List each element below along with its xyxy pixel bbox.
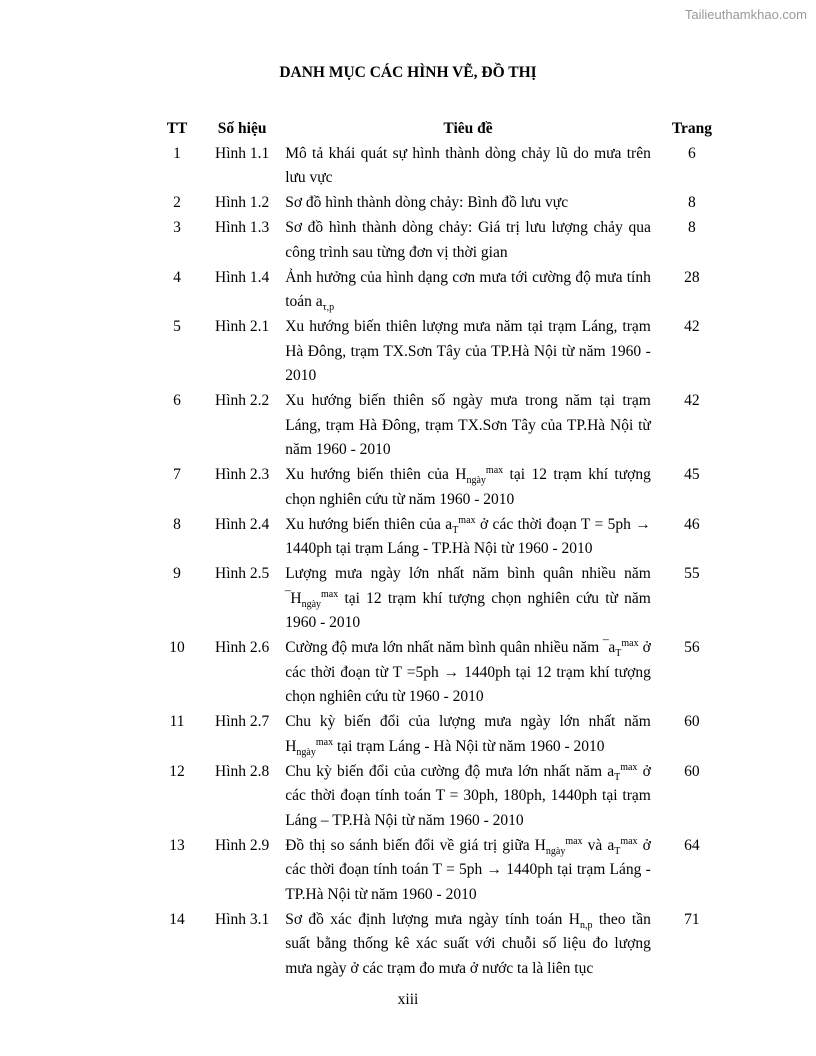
- row-tt: 11: [169, 713, 185, 730]
- row-tt: 14: [169, 910, 185, 928]
- row-so-hieu: Hình 3.1: [215, 910, 270, 928]
- table-row: [147, 562, 727, 636]
- row-so-hieu: Hình 2.3: [215, 466, 270, 483]
- row-so-hieu: Hình 1.2: [215, 194, 270, 211]
- row-title: Lượng mưa ngày lớn nhất năm bình quân nhiều năm $‾H_{ngày}^{max}$ tại 12 trạm khí tượng chọn nghiên cứu từ năm 1960 - 2010: [285, 565, 651, 631]
- row-title: Sơ đồ hình thành dòng chảy: Bình đồ lưu vực: [285, 194, 569, 211]
- row-tt: 3: [173, 219, 181, 236]
- row-so-hieu: Hình 2.7: [215, 713, 270, 730]
- row-so-hieu: Hình 2.9: [215, 836, 270, 854]
- row-page: 46: [684, 515, 700, 533]
- row-page: 71: [684, 910, 700, 928]
- figure-list-table: [147, 117, 727, 982]
- row-title: Chu kỳ biến đổi của cường độ mưa lớn nhất năm $a_T^{max}$ ở các thời đoạn tính toán T = 30ph, 180ph, 1440ph tại trạm Láng – TP.Hà Nội từ năm 1960 - 2010: [285, 761, 651, 829]
- table-row: [147, 710, 727, 760]
- row-tt: 7: [173, 466, 181, 483]
- row-so-hieu: Hình 2.8: [215, 762, 270, 780]
- row-tt: 2: [173, 194, 181, 211]
- row-so-hieu: Hình 2.4: [215, 515, 270, 533]
- row-tt: 1: [173, 144, 181, 162]
- table-row: [147, 389, 727, 463]
- row-title: Sơ đồ hình thành dòng chảy: Giá trị lưu lượng chảy qua công trình sau từng đơn vị thời gian: [285, 219, 651, 261]
- row-title: Sơ đồ xác định lượng mưa ngày tính toán $H_{n,p}$ theo tần suất bằng thống kê xác suất với chuỗi số liệu đo lượng mưa ngày ở các trạm đo mưa ở nước ta là liên tục: [285, 910, 651, 977]
- table-row: [147, 266, 727, 316]
- watermark: Tailieuthamkhao.com: [684, 7, 807, 22]
- table-row: [147, 142, 727, 192]
- table-row: [147, 216, 727, 266]
- table-row: [147, 834, 727, 908]
- table-header-row: [147, 117, 727, 142]
- row-page: 6: [688, 144, 696, 162]
- table-row: [147, 513, 727, 563]
- row-page: 8: [688, 219, 696, 236]
- header-trang: Trang: [671, 120, 713, 137]
- row-title: Xu hướng biến thiên của $a_T^{max}$ ở các thời đoạn T = 5ph → 1440ph tại trạm Láng - TP.Hà Nội từ 1960 - 2010: [285, 514, 651, 557]
- row-page: 56: [684, 639, 700, 656]
- row-title: Xu hướng biến thiên của $H_{ngày}^{max}$ tại 12 trạm khí tượng chọn nghiên cứu từ năm 1960 - 2010: [285, 464, 651, 508]
- row-page: 8: [688, 194, 696, 211]
- row-tt: 5: [173, 318, 181, 335]
- row-page: 60: [684, 762, 700, 780]
- row-page: 64: [684, 836, 700, 854]
- row-title: Đồ thị so sánh biến đổi về giá trị giữa $H_{ngày}^{max}$ và $a_T^{max}$ ở các thời đoạn tính toán T = 5ph → 1440ph tại trạm Láng - TP.Hà Nội từ năm 1960 - 2010: [285, 835, 651, 903]
- row-tt: 4: [173, 268, 181, 286]
- row-so-hieu: Hình 2.6: [215, 639, 270, 656]
- row-tt: 13: [169, 836, 185, 854]
- row-page: 42: [684, 392, 700, 409]
- table-row: [147, 908, 727, 982]
- row-so-hieu: Hình 2.5: [215, 565, 270, 582]
- row-so-hieu: Hình 1.3: [215, 219, 270, 236]
- row-tt: 6: [173, 392, 181, 409]
- row-so-hieu: Hình 2.1: [215, 318, 270, 335]
- figure-list-body: [147, 142, 727, 982]
- row-page: 55: [684, 565, 700, 582]
- table-row: [147, 191, 727, 216]
- row-title: Cường độ mưa lớn nhất năm bình quân nhiều năm $‾a_T^{max}$ ở các thời đoạn từ T =5ph → 1440ph tại 12 trạm khí tượng chọn nghiên cứu từ 1960 - 2010: [285, 637, 651, 705]
- row-page: 42: [684, 318, 700, 335]
- page-number: xiii: [397, 991, 419, 1008]
- row-tt: 8: [173, 515, 181, 533]
- header-so-hieu: Số hiệu: [217, 120, 267, 137]
- row-tt: 9: [173, 565, 181, 582]
- header-tieu-de: Tiêu đề: [443, 120, 493, 137]
- row-tt: 10: [169, 639, 185, 656]
- row-page: 28: [684, 268, 700, 286]
- table-row: [147, 760, 727, 834]
- row-so-hieu: Hình 1.4: [215, 268, 270, 286]
- row-page: 45: [684, 466, 700, 483]
- row-title: Ảnh hưởng của hình dạng cơn mưa tới cường độ mưa tính toán $a_{\tau,p}$: [285, 268, 651, 314]
- row-title: Xu hướng biến thiên lượng mưa năm tại trạm Láng, trạm Hà Đông, trạm TX.Sơn Tây của TP.Hà Nội từ năm 1960 - 2010: [285, 318, 651, 384]
- row-title: Chu kỳ biến đổi của lượng mưa ngày lớn nhất năm $H_{ngày}^{max}$ tại trạm Láng - Hà Nội từ năm 1960 - 2010: [285, 713, 651, 758]
- table-row: [147, 636, 727, 710]
- header-tt: TT: [166, 120, 188, 137]
- row-title: Mô tả khái quát sự hình thành dòng chảy lũ do mưa trên lưu vực: [285, 144, 651, 186]
- page-title: DANH MỤC CÁC HÌNH VẼ, ĐỒ THỊ: [279, 64, 537, 81]
- row-tt: 12: [169, 762, 185, 780]
- row-so-hieu: Hình 1.1: [215, 144, 270, 162]
- row-title: Xu hướng biến thiên số ngày mưa trong năm tại trạm Láng, trạm Hà Đông, trạm TX.Sơn Tây của TP.Hà Nội từ năm 1960 - 2010: [285, 392, 651, 458]
- table-row: [147, 463, 727, 513]
- row-so-hieu: Hình 2.2: [215, 392, 270, 409]
- table-row: [147, 315, 727, 389]
- row-page: 60: [684, 713, 700, 730]
